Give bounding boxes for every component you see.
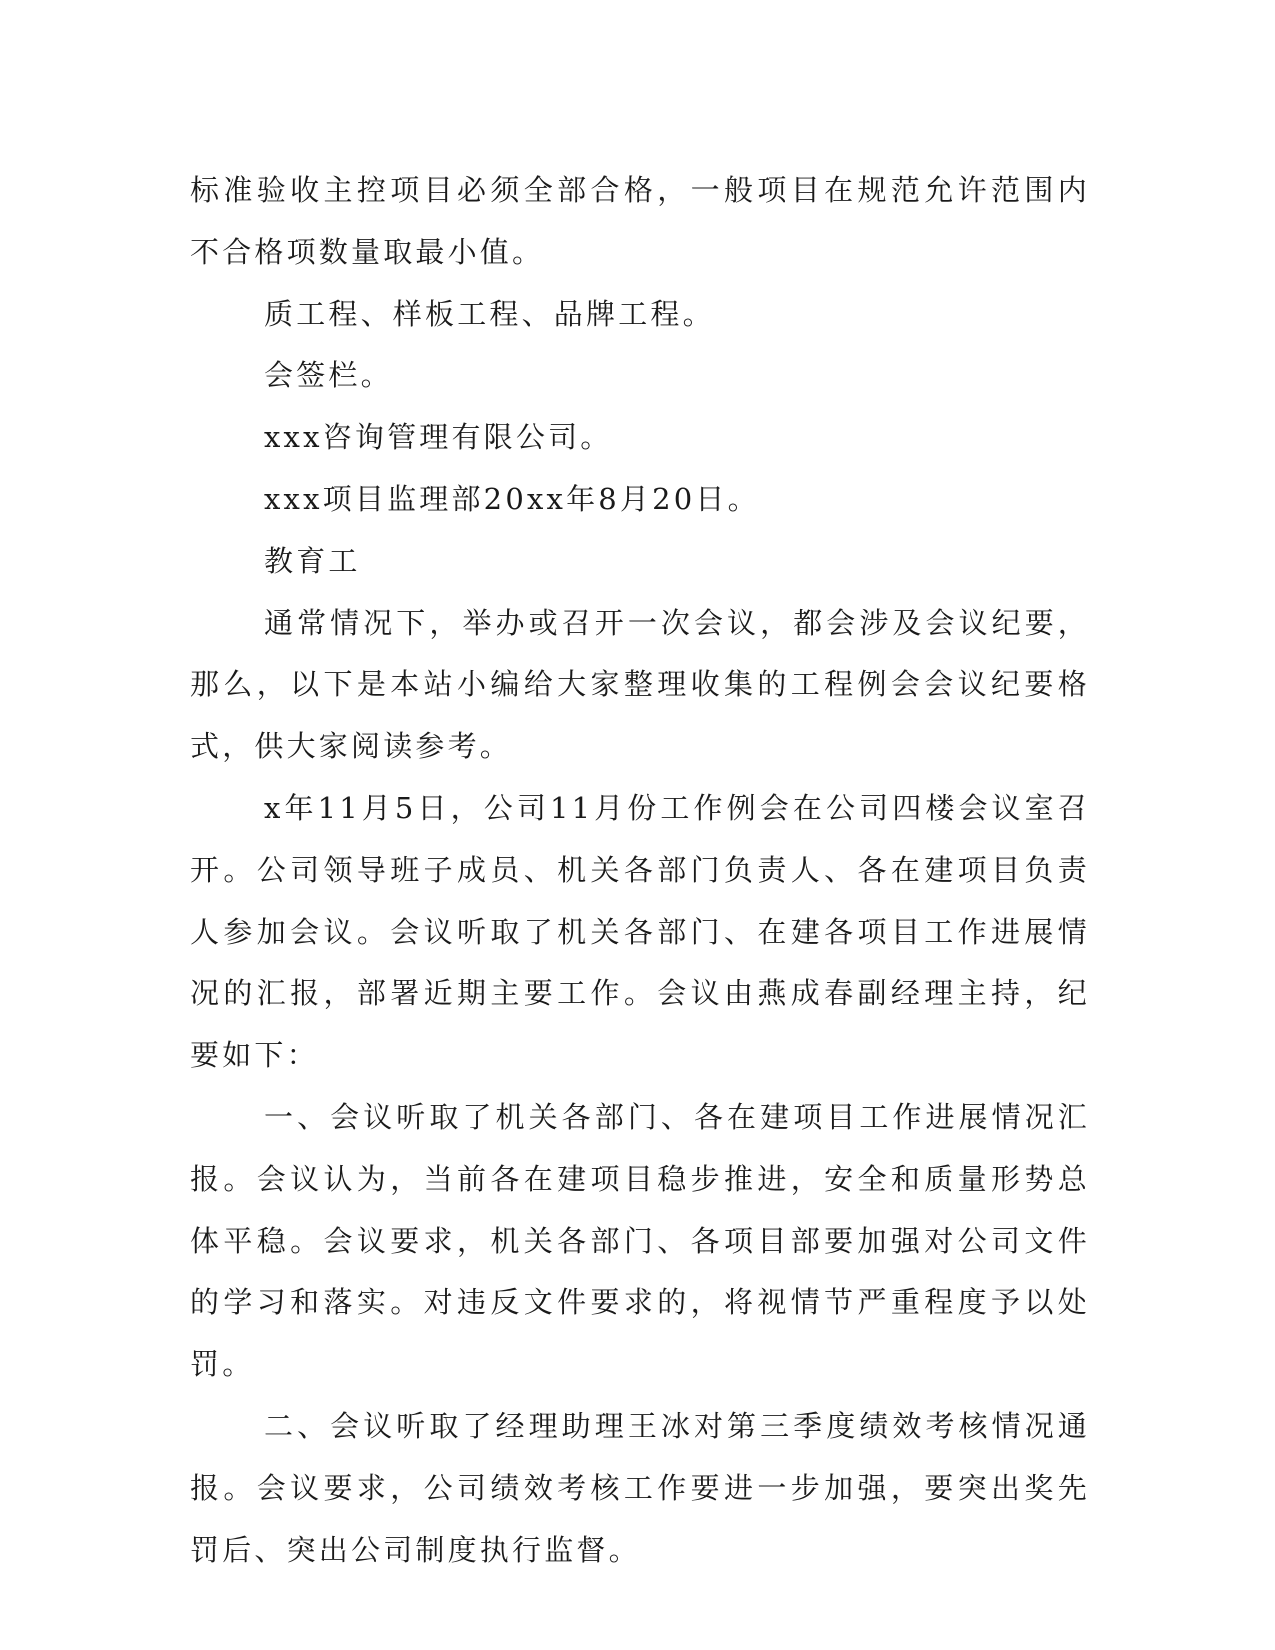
paragraph-9: 一、会议听取了机关各部门、各在建项目工作进展情况汇报。会议认为，当前各在建项目稳步推进，安全和质量形势总体平稳。会议要求，机关各部门、各项目部要加强对公司文件的学习和落实。对违反文件要求的，将视情节严重程度予以处罚。 (190, 1099, 1090, 1382)
paragraph-4: xxx咨询管理有限公司。 (264, 420, 613, 455)
paragraph-8: x年11月5日，公司11月份工作例会在公司四楼会议室召开。公司领导班子成员、机关各部门负责人、各在建项目负责人参加会议。会议听取了机关各部门、在建各项目工作进展情况的汇报，部署近期主要工作。会议由燕成春副经理主持，纪要如下： (190, 790, 1090, 1073)
paragraph-2: 质工程、样板工程、品牌工程。 (264, 296, 715, 331)
paragraph-1: 标准验收主控项目必须全部合格，一般项目在规范允许范围内不合格项数量取最小值。 (190, 173, 1090, 269)
paragraph-7: 通常情况下，举办或召开一次会议，都会涉及会议纪要，那么，以下是本站小编给大家整理收集的工程例会会议纪要格式，供大家阅读参考。 (190, 605, 1090, 764)
document-body (190, 160, 1090, 1581)
paragraph-6: 教育工 (264, 543, 361, 578)
paragraph-10: 二、会议听取了经理助理王冰对第三季度绩效考核情况通报。会议要求，公司绩效考核工作要进一步加强，要突出奖先罚后、突出公司制度执行监督。 (190, 1408, 1090, 1567)
paragraph-3: 会签栏。 (264, 358, 393, 393)
paragraph-5: xxx项目监理部20xx年8月20日。 (264, 481, 760, 516)
